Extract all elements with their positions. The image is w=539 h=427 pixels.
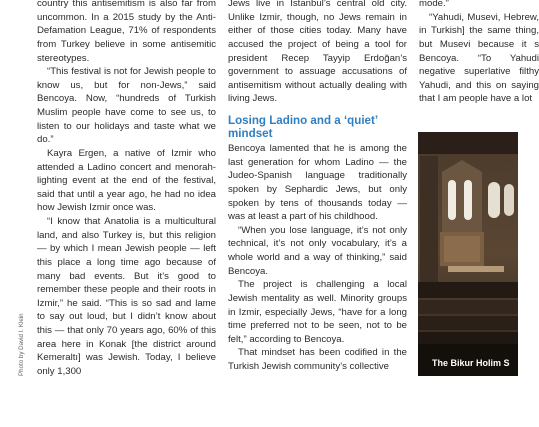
photo-caption: The Bikur Holim S: [432, 358, 510, 368]
paragraph: Bencoya lamented that he is among the last generation for whom Ladino — the Judeo-Spanish language traditionally spoken by Sephardic Jews, but only spoken by tens of thousands today — was at least a part of his childhood.: [228, 143, 407, 223]
paragraph: “I know that Anatolia is a multicultural land, and also Turkey is, but this religion — by which I mean Jewish people — left this place a long time ago because of many bad events. But it’s good to remember these people and their roots in Izmir,” he said. “This is so sad and lame to say out loud, but I didn’t know about this — that only 70 years ago, 60% of this area here in Konak [the district around Kemeraltı] was Jewish. Today, I believe only 1,300: [37, 216, 216, 377]
synagogue-photo: [418, 132, 518, 376]
paragraph: Jews live in Istanbul’s central old city. Unlike Izmir, though, no Jews remain in either of those cities today. Many have accused the project of being a tool for president Recep Tayyip Erdoğan’s government to assuage accusations of antisemitism without actually dealing with living Jews.: [228, 0, 407, 105]
article-column-3: [419, 0, 539, 106]
paragraph: mode.”: [419, 0, 449, 9]
article-column-2: [228, 0, 407, 374]
section-subheading: Losing Ladino and a ‘quiet’ mindset: [228, 114, 378, 140]
paragraph: country this antisemitism is also far from uncommon. In a 2015 study by the Anti-Defamation League, 71% of respondents from Turkey believe in some antisemitic stereotypes.: [37, 0, 216, 64]
article-column-1: [37, 0, 216, 379]
paragraph: “Yahudi, Musevi, Hebrew, in Turkish] the same thing, but Musevi because it s Bencoya. “To Yahudi negative superlative filthy Yahudi, and this on saying that I am people have a lot: [419, 11, 539, 105]
paragraph: The project is challenging a local Jewish mentality as well. Minority groups in Izmir, especially Jews, “have for a long time preferred not to be seen, not to be felt,” according to Bencoya.: [228, 279, 407, 345]
photo-credit: Photo by David I. Klein: [18, 313, 25, 376]
paragraph: “When you lose language, it’s not only technical, it’s not only vocabulary, it’s a whole world and a way of thinking,” said Bencoya.: [228, 224, 407, 277]
synagogue-interior-image: [418, 132, 518, 376]
paragraph: “This festival is not for Jewish people to know us, but for non-Jews,” said Bencoya. Now, “hundreds of Turkish Muslim people have come to see us, to listen to our holidays and taste what we do.”: [37, 66, 216, 146]
paragraph: That mindset has been codified in the Turkish Jewish community’s collective: [228, 347, 407, 372]
paragraph: Kayra Ergen, a native of Izmir who attended a Ladino concert and menorah-lighting event at the end of the festival, said that until a year ago, he had no idea how Jewish Izmir once was.: [37, 147, 216, 214]
